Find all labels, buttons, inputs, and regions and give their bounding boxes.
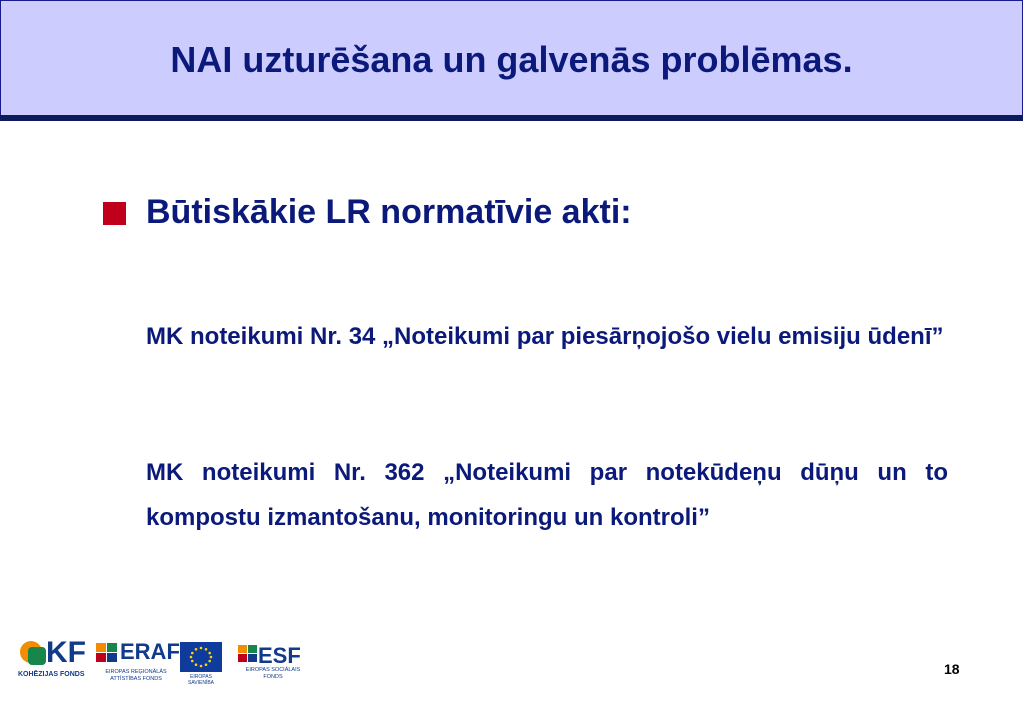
bullet-text: Būtiskākie LR normatīvie akti:	[146, 193, 632, 231]
bullet-square-icon	[103, 202, 126, 225]
kf-logo	[18, 637, 93, 683]
esf-logo	[238, 637, 308, 683]
eraf-logo	[96, 637, 180, 687]
kf-logo-subtitle: KOHĒZIJAS FONDS	[18, 671, 85, 678]
eraf-logo-subtitle: EIROPAS REĢIONĀLĀS ATTĪSTĪBAS FONDS	[105, 669, 167, 682]
esf-logo-text: ESF	[258, 643, 301, 668]
eraf-mark-icon	[96, 643, 118, 663]
regulation-paragraph-2: MK noteikumi Nr. 362 „Noteikumi par notekūdeņu dūņu un to kompostu izmantošanu, monitoringu un kontroli”	[146, 459, 948, 531]
page-number: 18	[944, 661, 960, 677]
eraf-logo-text: ERAF	[120, 639, 180, 664]
regulation-paragraph-1: MK noteikumi Nr. 34 „Noteikumi par piesārņojošo vielu emisiju ūdenī”	[146, 323, 944, 350]
slide-title: NAI uzturēšana un galvenās problēmas.	[170, 39, 853, 80]
bullet-item	[103, 190, 632, 234]
kf-logo-text: KF	[46, 636, 86, 669]
esf-logo-subtitle: EIROPAS SOCIĀLAIS FONDS	[245, 667, 301, 680]
eu-flag-subtitle: EIROPAS SAVIENĪBA	[187, 674, 215, 686]
eu-flag-icon	[180, 642, 222, 672]
title-underline-rule	[0, 115, 1023, 121]
esf-mark-icon	[238, 645, 260, 665]
